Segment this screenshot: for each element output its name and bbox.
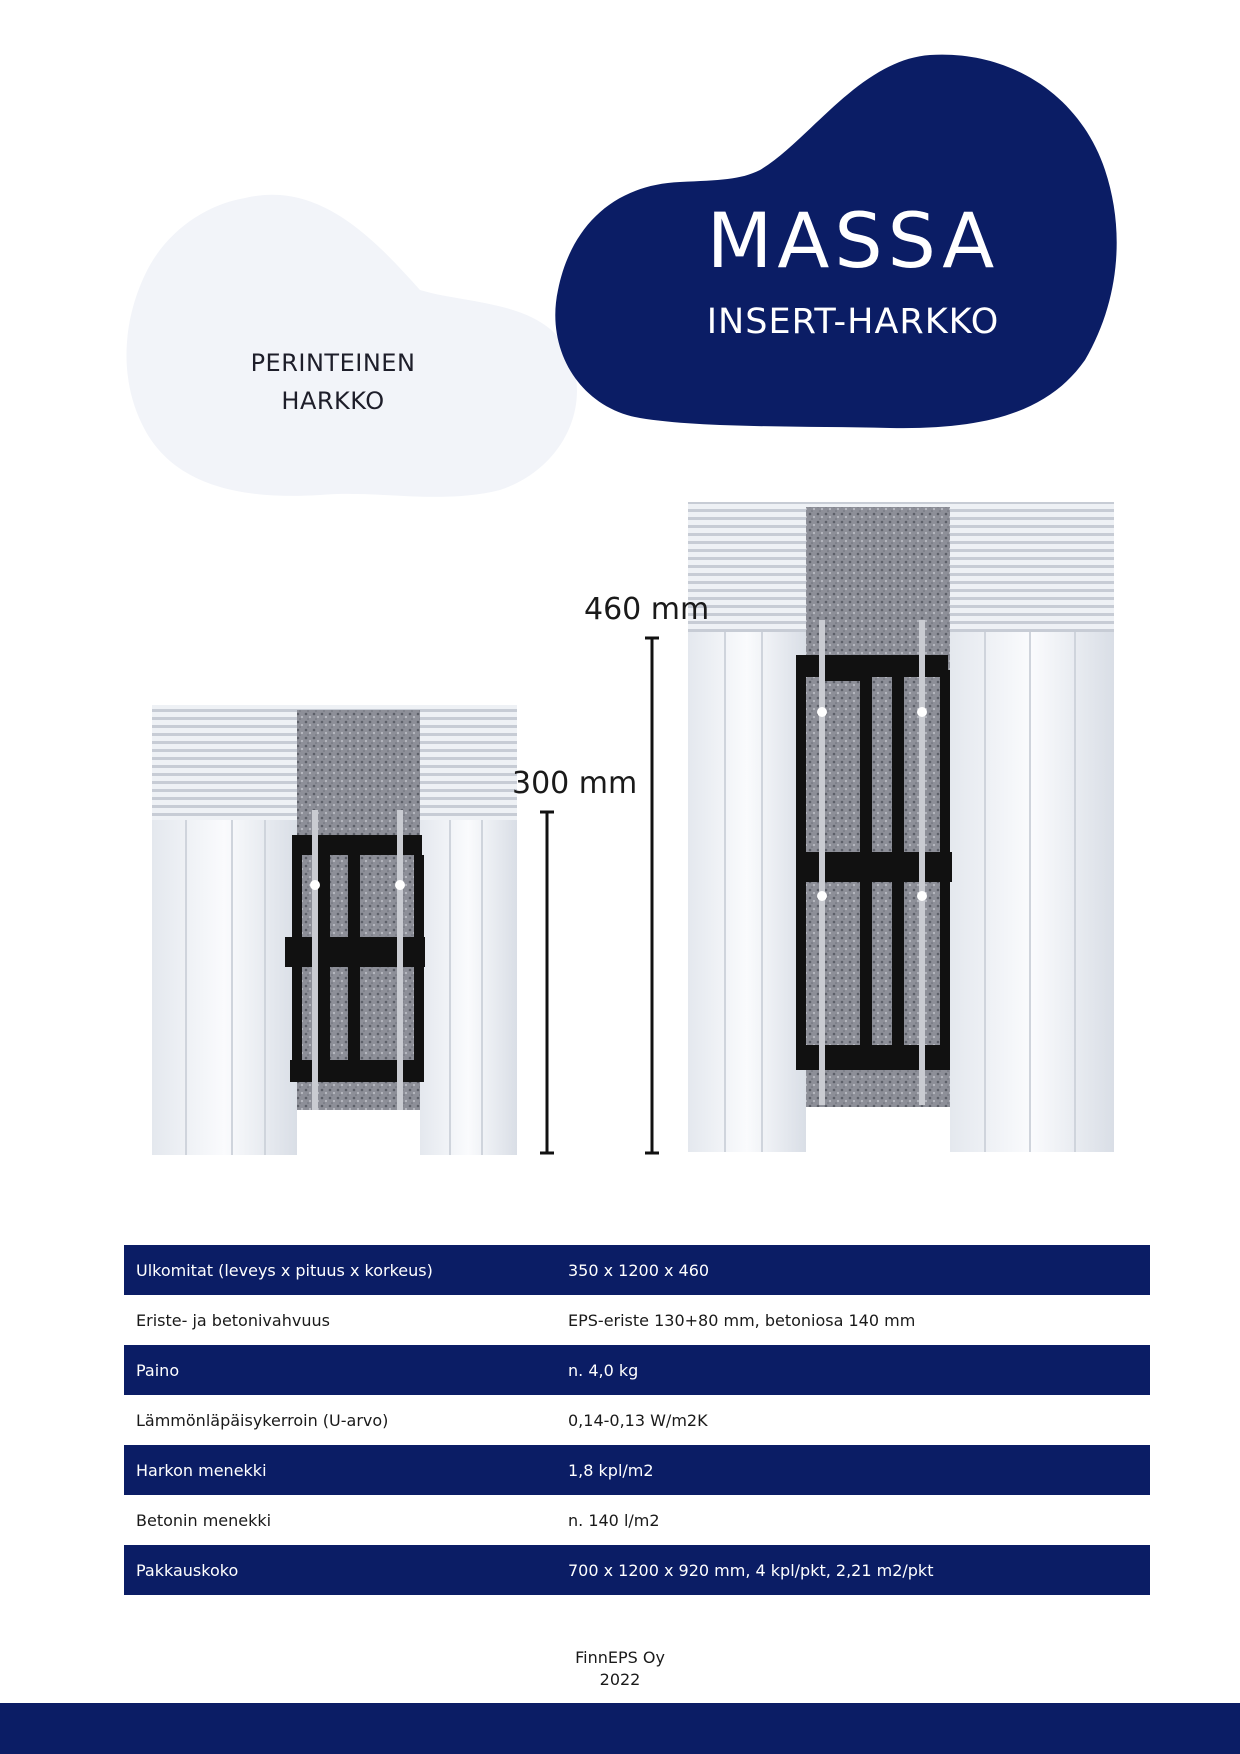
table-row — [124, 1445, 1150, 1495]
dimension-label-300: 300 mm — [512, 766, 638, 801]
product-title: MASSA — [706, 196, 1000, 285]
spec-label: Pakkauskoko — [124, 1545, 556, 1595]
footer-year: 2022 — [599, 1670, 641, 1689]
specifications-table — [124, 1245, 1150, 1595]
dimension-label-460: 460 mm — [584, 592, 710, 627]
traditional-block-label — [222, 344, 444, 420]
spec-value: n. 4,0 kg — [556, 1345, 1150, 1395]
table-row — [124, 1495, 1150, 1545]
spec-value: 1,8 kpl/m2 — [556, 1445, 1150, 1495]
traditional-label-line2: HARKKO — [281, 387, 385, 415]
spec-label: Lämmönläpäisykerroin (U-arvo) — [124, 1395, 556, 1445]
dimension-line-300 — [540, 812, 554, 1153]
traditional-block-illustration — [152, 705, 517, 1155]
table-row — [124, 1545, 1150, 1595]
spec-value: 700 x 1200 x 920 mm, 4 kpl/pkt, 2,21 m2/pkt — [556, 1545, 1150, 1595]
footer-bar — [0, 1703, 1240, 1754]
footer-company: FinnEPS Oy — [575, 1648, 665, 1667]
spec-label: Harkon menekki — [124, 1445, 556, 1495]
dimension-line-460 — [645, 638, 659, 1153]
massa-block-illustration — [688, 502, 1114, 1152]
footer-credit — [470, 1647, 770, 1691]
table-row — [124, 1295, 1150, 1345]
spec-value: n. 140 l/m2 — [556, 1495, 1150, 1545]
spec-value: EPS-eriste 130+80 mm, betoniosa 140 mm — [556, 1295, 1150, 1345]
spec-label: Betonin menekki — [124, 1495, 556, 1545]
table-row — [124, 1395, 1150, 1445]
traditional-label-line1: PERINTEINEN — [250, 349, 416, 377]
product-subtitle: INSERT-HARKKO — [706, 302, 1000, 342]
spec-label: Ulkomitat (leveys x pituus x korkeus) — [124, 1245, 556, 1295]
table-row — [124, 1345, 1150, 1395]
spec-value: 350 x 1200 x 460 — [556, 1245, 1150, 1295]
spec-label: Paino — [124, 1345, 556, 1395]
spec-value: 0,14-0,13 W/m2K — [556, 1395, 1150, 1445]
spec-label: Eriste- ja betonivahvuus — [124, 1295, 556, 1345]
table-row — [124, 1245, 1150, 1295]
